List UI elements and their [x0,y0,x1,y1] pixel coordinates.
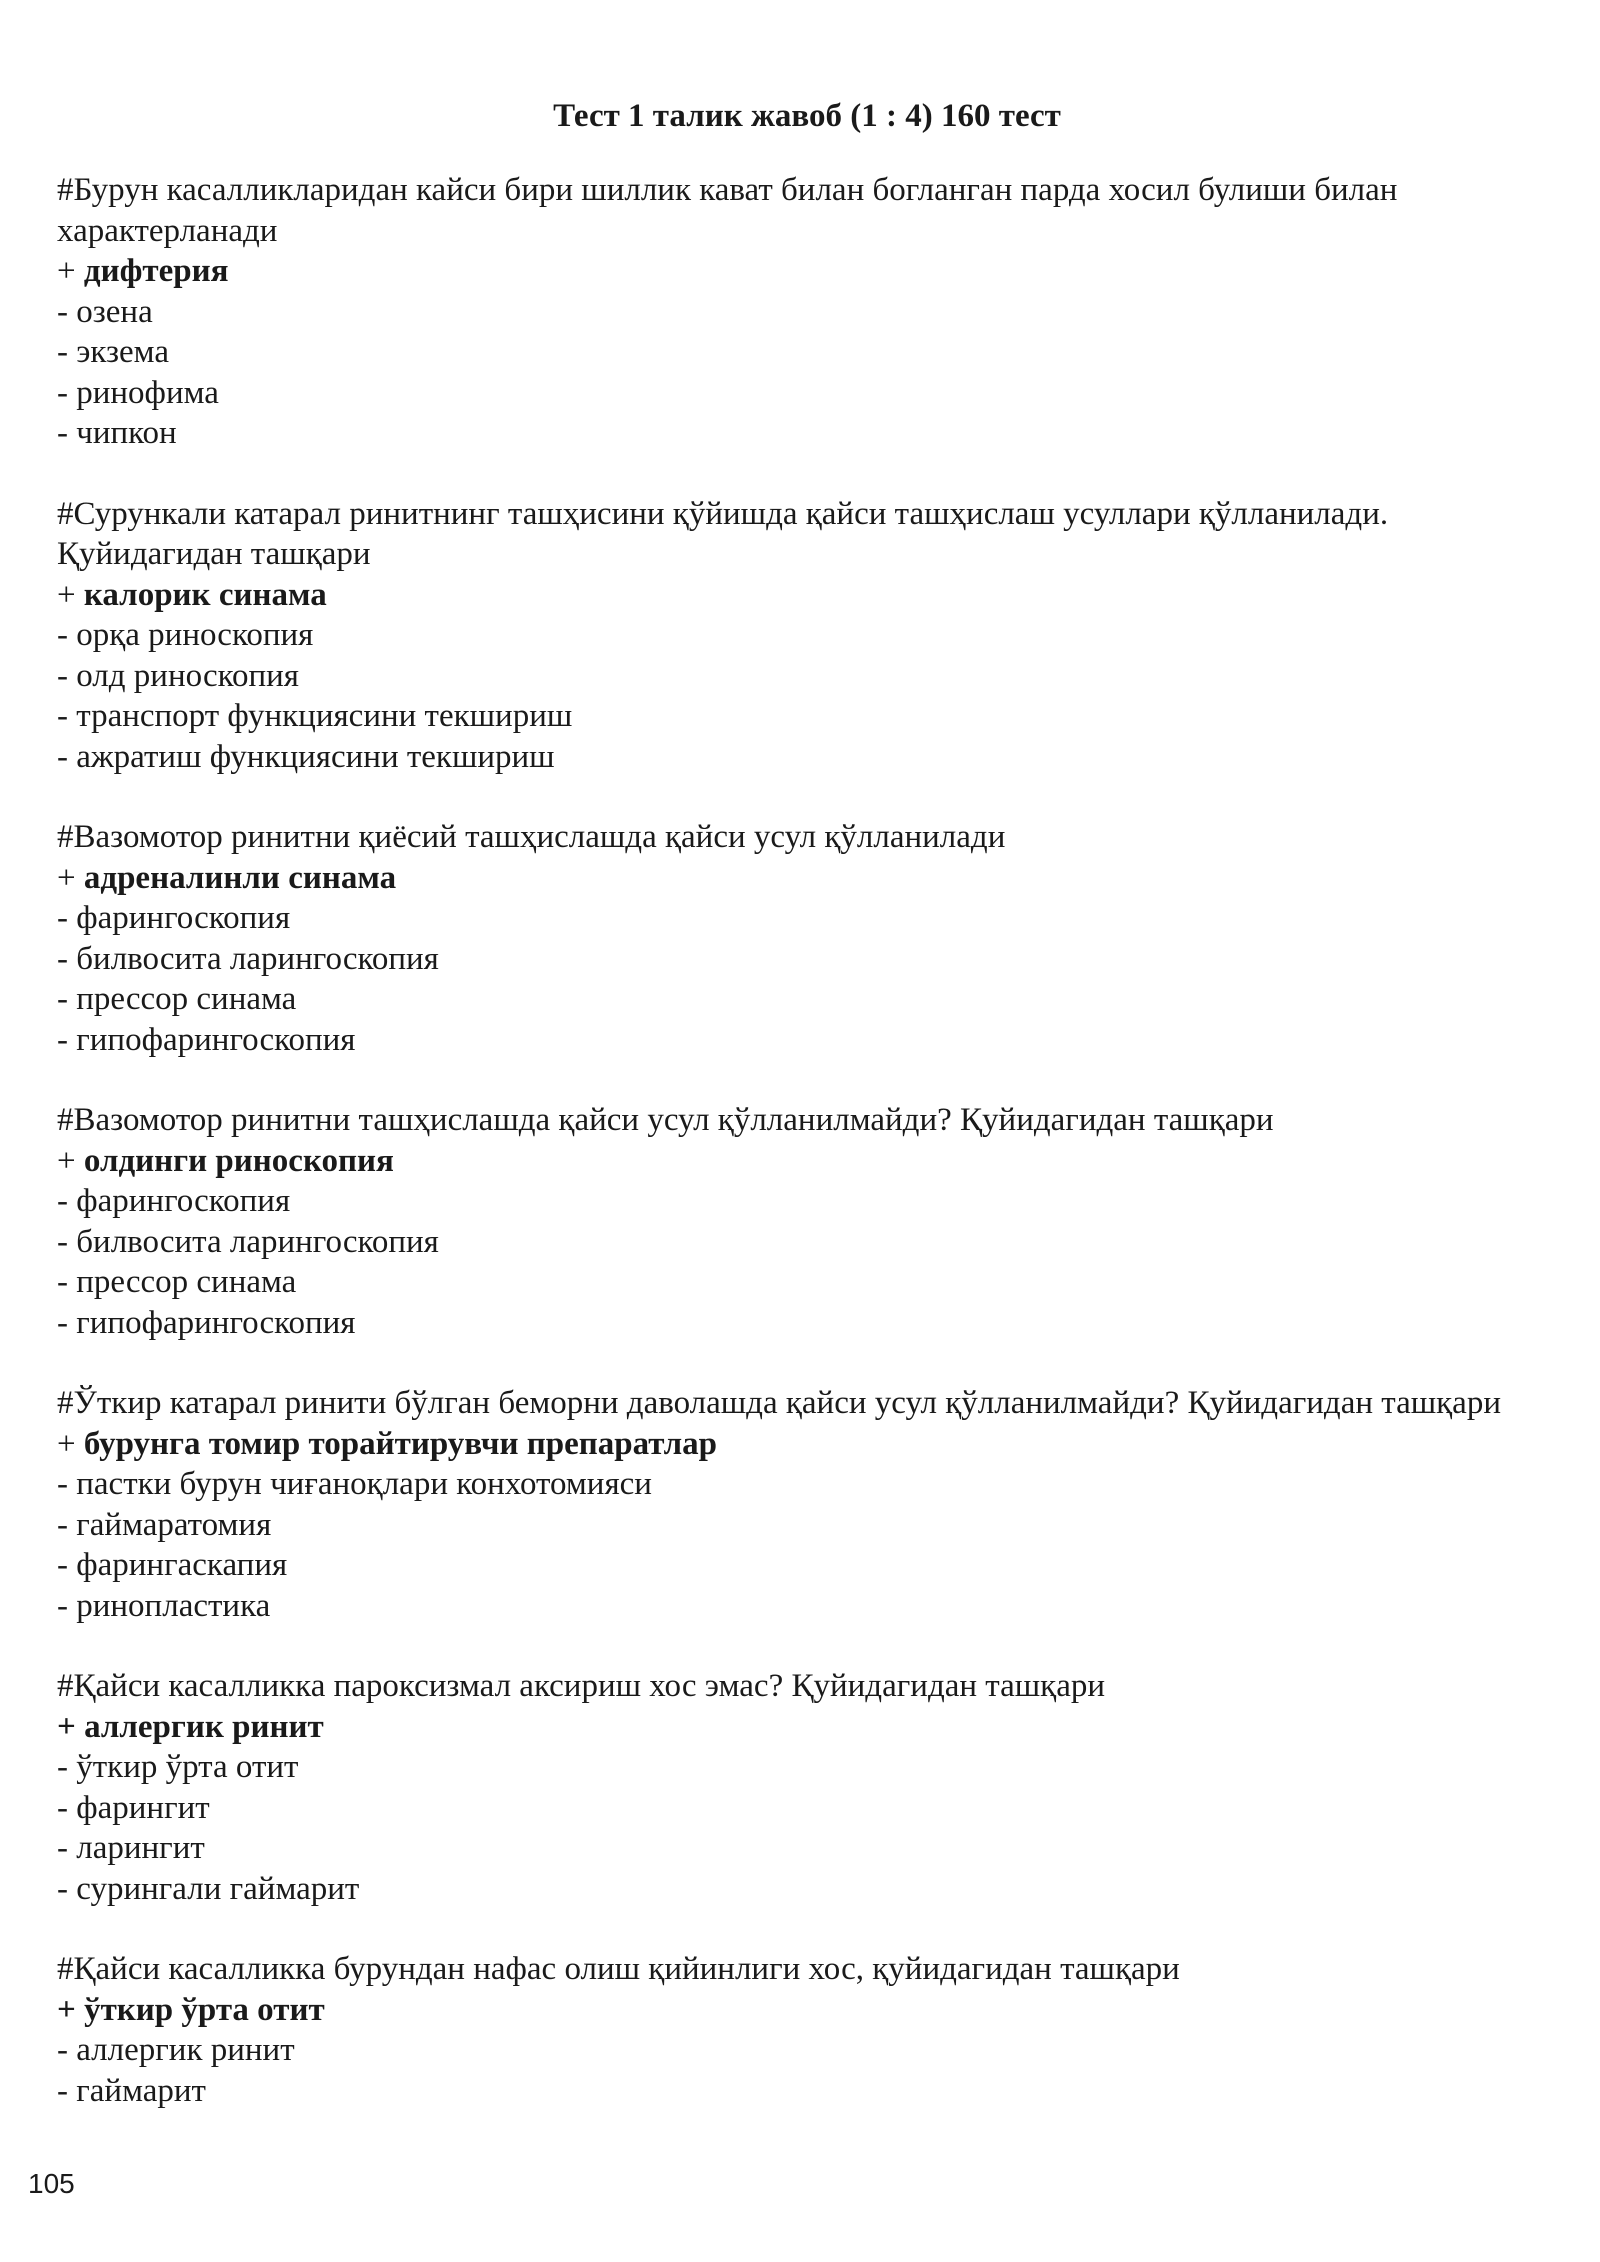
correct-answer [57,1707,1557,1748]
distractor-answer: - ларингит [57,1830,205,1866]
question-block [57,1383,1557,1626]
correct-answer-text: адреналинли синама [83,859,397,896]
correct-marker: + [57,1708,85,1745]
distractor-answer: - чипкон [57,415,177,451]
distractor-answer: - билвосита ларингоскопия [57,1223,439,1260]
distractor-answer: - фарингаскапия [57,1547,288,1583]
question-text: #Қайси касалликка пароксизмал аксириш хос эмас? Қуйидагидан ташқари [57,1668,1106,1704]
distractor-answer: - гипофарингоскопия [57,1021,356,1058]
correct-answer-text: калорик синама [83,576,327,613]
distractor-answer: - гаймаратомия [57,1506,272,1543]
correct-answer-text: аллергик ринит [84,1708,324,1745]
question-block [57,817,1557,1060]
question-block [57,494,1557,778]
correct-marker: + [57,1425,84,1462]
distractor-answer: - гаймарит [57,2072,206,2109]
distractor-answer: - пастки бурун чиғаноқлари конхотомияси [57,1466,652,1502]
correct-answer [57,1424,1557,1465]
question-text: #Сурункали катарал ринитнинг ташҳисини қўйишда қайси ташҳислаш усуллари қўлланилади. Қуйидагидан ташқари [57,495,1397,572]
correct-marker: + [57,1991,85,2028]
document-title: Тест 1 талик жавоб (1 : 4) 160 тест [553,98,1061,134]
distractor-answer: - прессор синама [57,981,297,1017]
distractor-answer: - сурингали гаймарит [57,1870,360,1907]
page-number: 105 [28,2168,75,2199]
distractor-answer: - гипофарингоскопия [57,1304,356,1341]
correct-marker: + [57,576,84,613]
question-block [57,1666,1557,1909]
question-list [57,170,1557,2111]
correct-answer [57,1141,1557,1182]
correct-marker: + [57,859,84,896]
correct-answer [57,575,1557,616]
correct-answer-text: дифтерия [83,253,229,289]
distractor-answer: - транспорт функциясини текшириш [57,698,573,734]
question-text: #Бурун касалликларидан кайси бири шиллик кават билан богланган парда хосил булиши билан характерланади [57,172,1406,249]
distractor-answer: - ринофима [57,374,219,411]
distractor-answer: - фарингит [57,1789,210,1826]
correct-answer-text: ўткир ўрта отит [84,1991,325,2028]
distractor-answer: - ўткир ўрта отит [57,1749,299,1785]
document-page [57,92,1557,2151]
correct-answer-text: олдинги риноскопия [83,1142,394,1179]
distractor-answer: - билвосита ларингоскопия [57,940,439,977]
distractor-answer: - олд риноскопия [57,657,299,694]
correct-answer [57,1990,1557,2031]
distractor-answer: - экзема [57,334,169,370]
question-text: #Ўткир катарал ринити бўлган беморни даволашда қайси усул қўлланилмайди? Қуйидагидан ташқари [57,1385,1501,1421]
question-block [57,1949,1557,2111]
correct-answer [57,251,1557,292]
question-text: #Қайси касалликка бурундан нафас олиш қийинлиги хос, қуйидагидан ташқари [57,1951,1180,1987]
distractor-answer: - озена [57,293,153,330]
distractor-answer: - орқа риноскопия [57,617,314,653]
question-block [57,1100,1557,1343]
correct-answer-text: бурунга томир торайтирувчи препаратлар [83,1425,718,1462]
distractor-answer: - прессор синама [57,1264,297,1300]
distractor-answer: - ажратиш функциясини текшириш [57,738,555,775]
distractor-answer: - фарингоскопия [57,900,291,936]
distractor-answer: - фарингоскопия [57,1183,291,1219]
question-text: #Вазомотор ринитни қиёсий ташҳислашда қайси усул қўлланилади [57,819,1006,855]
distractor-answer: - аллергик ринит [57,2032,295,2068]
question-text: #Вазомотор ринитни ташҳислашда қайси усул қўлланилмайди? Қуйидагидан ташқари [57,1102,1274,1138]
correct-marker: + [57,253,84,289]
correct-answer [57,858,1557,899]
correct-marker: + [57,1142,84,1179]
distractor-answer: - ринопластика [57,1587,271,1624]
question-block [57,170,1557,454]
